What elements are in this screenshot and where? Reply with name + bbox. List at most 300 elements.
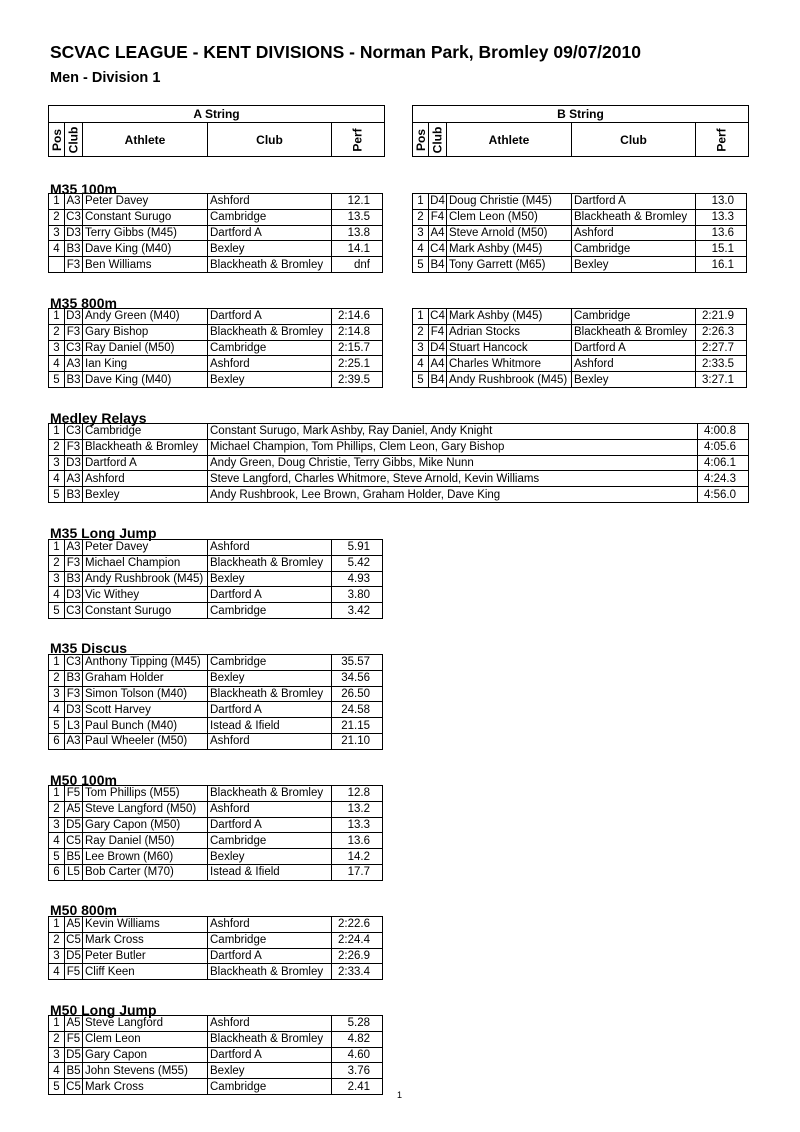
club-cell: Cambridge	[208, 603, 332, 619]
table-row	[49, 849, 383, 865]
club-cell: Ashford	[208, 917, 332, 933]
club-code-cell: L5	[65, 864, 83, 880]
performance-cell: 34.56	[332, 670, 383, 686]
team-cell: Dartford A	[83, 455, 208, 471]
athlete-cell: Peter Davey	[83, 540, 208, 556]
position-cell: 6	[49, 864, 65, 880]
club-cell: Ashford	[208, 194, 332, 210]
table-row	[49, 1031, 383, 1047]
position-cell: 5	[49, 372, 65, 388]
page-number: 1	[397, 1090, 403, 1100]
table-row	[49, 733, 383, 749]
results-table	[48, 308, 383, 388]
table-row	[49, 801, 383, 817]
performance-cell: 5.28	[332, 1016, 383, 1032]
table-row	[49, 571, 383, 587]
club-code-header: Club	[66, 126, 81, 154]
club-code-cell: C3	[66, 656, 81, 669]
table-row	[413, 209, 747, 225]
position-cell: 2	[49, 670, 65, 686]
performance-cell: 26.50	[332, 686, 383, 702]
athlete-cell: Gary Capon	[83, 1047, 208, 1063]
performance-cell: 4:56.0	[698, 487, 749, 503]
table-row	[49, 225, 383, 241]
club-cell: Cambridge	[572, 309, 696, 325]
performance-cell: 15.1	[696, 241, 747, 257]
table-row	[49, 455, 749, 471]
position-cell: 1	[49, 786, 65, 802]
pos-header: Pos	[49, 128, 64, 152]
club-code-cell: C4	[430, 242, 445, 255]
club-cell: Bexley	[208, 670, 332, 686]
table-row	[413, 372, 747, 388]
performance-cell: 3.80	[332, 587, 383, 603]
b-string-title: B String	[413, 106, 748, 123]
club-cell: Ashford	[572, 356, 696, 372]
position-cell: 4	[49, 964, 65, 980]
performance-cell: 2:26.9	[332, 948, 383, 964]
table-row	[49, 1063, 383, 1079]
position-cell: 1	[49, 309, 65, 325]
table-row	[49, 424, 749, 440]
position-cell: 4	[413, 356, 429, 372]
runners-cell: Constant Surugo, Mark Ashby, Ray Daniel, Andy Knight	[208, 424, 698, 440]
performance-cell: 16.1	[696, 257, 747, 273]
table-row	[413, 241, 747, 257]
performance-cell: 13.3	[332, 817, 383, 833]
position-cell: 5	[49, 603, 65, 619]
club-cell: Dartford A	[572, 194, 696, 210]
athlete-cell: Ben Williams	[83, 257, 208, 273]
club-code-cell: F4	[429, 324, 447, 340]
table-row	[49, 340, 383, 356]
club-code-cell: A4	[430, 357, 445, 370]
table-row	[49, 555, 383, 571]
athlete-cell: Charles Whitmore	[447, 356, 572, 372]
club-code-cell: D5	[66, 1048, 81, 1061]
club-cell: Bexley	[572, 257, 696, 273]
club-cell: Cambridge	[208, 1079, 332, 1095]
table-row	[49, 817, 383, 833]
team-cell: Cambridge	[83, 424, 208, 440]
athlete-header: Athlete	[447, 123, 572, 157]
club-code-cell: B5	[66, 850, 81, 863]
position-cell: 3	[49, 571, 65, 587]
club-cell: Ashford	[208, 356, 332, 372]
athlete-cell: Ian King	[83, 356, 208, 372]
club-cell: Blackheath & Bromley	[208, 1031, 332, 1047]
athlete-cell: Mark Cross	[83, 1079, 208, 1095]
club-code-cell: C5	[66, 1080, 81, 1093]
club-cell: Dartford A	[208, 1047, 332, 1063]
club-cell: Ashford	[572, 225, 696, 241]
club-cell: Bexley	[208, 1063, 332, 1079]
club-code-cell: A3	[66, 735, 81, 748]
performance-cell: 4:05.6	[698, 439, 749, 455]
athlete-cell: Terry Gibbs (M45)	[83, 225, 208, 241]
performance-cell: 24.58	[332, 702, 383, 718]
position-cell: 3	[49, 455, 65, 471]
athlete-cell: Graham Holder	[83, 670, 208, 686]
athlete-cell: Peter Davey	[83, 194, 208, 210]
club-code-header: Club	[430, 126, 445, 154]
athlete-cell: Gary Capon (M50)	[83, 817, 208, 833]
results-table	[48, 539, 383, 619]
club-code-cell: D4	[430, 341, 445, 354]
club-code-cell: F3	[65, 257, 83, 273]
club-cell: Dartford A	[572, 340, 696, 356]
club-code-cell: A3	[66, 357, 81, 370]
club-cell: Blackheath & Bromley	[208, 964, 332, 980]
club-code-cell: C5	[66, 934, 81, 947]
athlete-cell: Lee Brown (M60)	[83, 849, 208, 865]
results-table	[48, 916, 383, 980]
position-cell: 3	[413, 340, 429, 356]
results-table	[412, 193, 747, 273]
table-row	[49, 372, 383, 388]
results-table	[48, 654, 383, 750]
a-string-header	[48, 105, 385, 157]
club-code-cell: F3	[65, 555, 83, 571]
club-code-cell: A5	[66, 803, 81, 816]
position-cell: 5	[49, 1079, 65, 1095]
position-cell: 3	[49, 817, 65, 833]
performance-cell: dnf	[332, 257, 383, 273]
performance-cell: 3.76	[332, 1063, 383, 1079]
club-code-cell: D5	[66, 949, 81, 962]
club-code-cell: D4	[430, 195, 445, 208]
position-cell: 3	[49, 686, 65, 702]
athlete-cell: Constant Surugo	[83, 209, 208, 225]
a-string-title: A String	[49, 106, 384, 123]
club-cell: Ashford	[208, 733, 332, 749]
position-cell: 4	[49, 587, 65, 603]
table-row	[49, 241, 383, 257]
club-code-cell: F3	[65, 324, 83, 340]
position-cell: 3	[49, 1047, 65, 1063]
table-row	[49, 686, 383, 702]
performance-cell: 13.2	[332, 801, 383, 817]
table-row	[49, 1047, 383, 1063]
division-subtitle: Men - Division 1	[50, 70, 161, 86]
position-cell: 4	[413, 241, 429, 257]
club-cell: Ashford	[208, 801, 332, 817]
table-row	[49, 194, 383, 210]
athlete-cell: Kevin Williams	[83, 917, 208, 933]
club-code-cell: L3	[65, 718, 83, 734]
performance-cell: 4:00.8	[698, 424, 749, 440]
table-row	[49, 209, 383, 225]
position-cell: 2	[49, 439, 65, 455]
table-row	[49, 932, 383, 948]
performance-cell: 21.15	[332, 718, 383, 734]
table-row	[49, 603, 383, 619]
table-row	[413, 309, 747, 325]
club-cell: Dartford A	[208, 817, 332, 833]
performance-cell: 5.42	[332, 555, 383, 571]
table-row	[49, 540, 383, 556]
table-row	[413, 225, 747, 241]
club-code-cell: C5	[66, 834, 81, 847]
club-code-cell: F3	[65, 686, 83, 702]
event-title: M50 100m	[50, 772, 117, 788]
club-code-cell: A3	[66, 472, 81, 485]
club-code-cell: F5	[65, 1031, 83, 1047]
club-code-cell: B5	[66, 1064, 81, 1077]
athlete-cell: Cliff Keen	[83, 964, 208, 980]
position-cell: 5	[413, 372, 429, 388]
runners-cell: Andy Green, Doug Christie, Terry Gibbs, Mike Nunn	[208, 455, 698, 471]
results-table	[412, 308, 747, 388]
table-row	[413, 324, 747, 340]
position-cell: 1	[49, 1016, 65, 1032]
club-cell: Dartford A	[208, 702, 332, 718]
position-cell: 6	[49, 733, 65, 749]
team-cell: Ashford	[83, 471, 208, 487]
table-row	[413, 194, 747, 210]
club-cell: Blackheath & Bromley	[208, 257, 332, 273]
position-cell: 2	[49, 209, 65, 225]
club-code-cell: D3	[66, 588, 81, 601]
club-cell: Ashford	[208, 540, 332, 556]
athlete-cell: Steve Arnold (M50)	[447, 225, 572, 241]
position-cell: 1	[49, 194, 65, 210]
athlete-cell: Dave King (M40)	[83, 372, 208, 388]
results-table	[48, 193, 383, 273]
club-cell: Bexley	[572, 372, 696, 388]
performance-cell: 2:39.5	[332, 372, 383, 388]
club-cell: Blackheath & Bromley	[572, 324, 696, 340]
performance-cell: 2:15.7	[332, 340, 383, 356]
club-cell: Istead & Ifield	[208, 864, 332, 880]
position-cell: 4	[49, 833, 65, 849]
results-table	[48, 785, 383, 881]
athlete-cell: Vic Withey	[83, 587, 208, 603]
performance-cell: 13.0	[696, 194, 747, 210]
event-title: M35 Discus	[50, 640, 128, 656]
performance-cell: 3:27.1	[696, 372, 747, 388]
performance-cell: 35.57	[332, 655, 383, 671]
athlete-cell: Ray Daniel (M50)	[83, 340, 208, 356]
club-cell: Bexley	[208, 849, 332, 865]
club-code-cell: B4	[430, 258, 445, 271]
club-cell: Dartford A	[208, 587, 332, 603]
position-cell: 4	[49, 702, 65, 718]
perf-header: Perf	[714, 128, 729, 152]
performance-cell: 4.60	[332, 1047, 383, 1063]
club-code-cell: F3	[65, 439, 83, 455]
club-cell: Cambridge	[208, 833, 332, 849]
club-cell: Bexley	[208, 372, 332, 388]
results-table	[48, 1015, 383, 1095]
club-cell: Blackheath & Bromley	[572, 209, 696, 225]
performance-cell: 4:06.1	[698, 455, 749, 471]
performance-cell: 13.8	[332, 225, 383, 241]
table-row	[49, 439, 749, 455]
performance-cell: 2:33.4	[332, 964, 383, 980]
athlete-cell: Scott Harvey	[83, 702, 208, 718]
position-cell: 1	[413, 309, 429, 325]
position-cell: 5	[413, 257, 429, 273]
club-code-cell: A5	[66, 918, 81, 931]
performance-cell: 2:26.3	[696, 324, 747, 340]
position-cell	[49, 257, 65, 273]
performance-cell: 4:24.3	[698, 471, 749, 487]
event-title: M35 800m	[50, 295, 117, 311]
performance-cell: 13.5	[332, 209, 383, 225]
club-code-cell: D3	[66, 456, 81, 469]
table-row	[413, 356, 747, 372]
club-cell: Blackheath & Bromley	[208, 786, 332, 802]
position-cell: 2	[49, 324, 65, 340]
position-cell: 4	[49, 471, 65, 487]
performance-cell: 4.82	[332, 1031, 383, 1047]
athlete-cell: Simon Tolson (M40)	[83, 686, 208, 702]
athlete-cell: Peter Butler	[83, 948, 208, 964]
position-cell: 4	[49, 1063, 65, 1079]
event-title: M35 100m	[50, 181, 117, 197]
performance-cell: 12.8	[332, 786, 383, 802]
athlete-cell: Constant Surugo	[83, 603, 208, 619]
runners-cell: Steve Langford, Charles Whitmore, Steve Arnold, Kevin Williams	[208, 471, 698, 487]
athlete-cell: Anthony Tipping (M45)	[83, 655, 208, 671]
event-title: Medley Relays	[50, 410, 147, 426]
club-code-cell: F5	[65, 964, 83, 980]
event-title: M35 Long Jump	[50, 525, 157, 541]
table-row	[49, 471, 749, 487]
table-row	[49, 833, 383, 849]
club-cell: Ashford	[208, 1016, 332, 1032]
club-cell: Cambridge	[208, 655, 332, 671]
table-row	[49, 257, 383, 273]
club-code-cell: D3	[66, 310, 81, 323]
athlete-cell: Adrian Stocks	[447, 324, 572, 340]
performance-cell: 14.2	[332, 849, 383, 865]
athlete-cell: Doug Christie (M45)	[447, 194, 572, 210]
position-cell: 3	[49, 225, 65, 241]
performance-cell: 2:33.5	[696, 356, 747, 372]
performance-cell: 2:14.8	[332, 324, 383, 340]
club-code-cell: D5	[66, 818, 81, 831]
athlete-cell: Clem Leon (M50)	[447, 209, 572, 225]
club-code-cell: B3	[66, 672, 81, 685]
athlete-cell: Stuart Hancock	[447, 340, 572, 356]
position-cell: 2	[49, 801, 65, 817]
club-code-cell: B4	[430, 373, 445, 386]
athlete-cell: Gary Bishop	[83, 324, 208, 340]
club-code-cell: C3	[66, 341, 81, 354]
team-cell: Blackheath & Bromley	[83, 439, 208, 455]
results-table	[48, 423, 749, 503]
club-cell: Blackheath & Bromley	[208, 324, 332, 340]
runners-cell: Andy Rushbrook, Lee Brown, Graham Holder, Dave King	[208, 487, 698, 503]
club-code-cell: C3	[66, 425, 81, 438]
athlete-cell: Mark Ashby (M45)	[447, 309, 572, 325]
athlete-cell: Tom Phillips (M55)	[83, 786, 208, 802]
position-cell: 4	[49, 241, 65, 257]
table-row	[49, 1016, 383, 1032]
performance-cell: 4.93	[332, 571, 383, 587]
club-code-cell: B3	[66, 373, 81, 386]
club-cell: Cambridge	[572, 241, 696, 257]
performance-cell: 2:27.7	[696, 340, 747, 356]
club-cell: Dartford A	[208, 948, 332, 964]
table-row	[49, 655, 383, 671]
performance-cell: 17.7	[332, 864, 383, 880]
page-title: SCVAC LEAGUE - KENT DIVISIONS - Norman Park, Bromley 09/07/2010	[50, 42, 641, 62]
club-cell: Blackheath & Bromley	[208, 686, 332, 702]
position-cell: 2	[413, 324, 429, 340]
club-cell: Cambridge	[208, 209, 332, 225]
club-header: Club	[572, 123, 696, 157]
performance-cell: 2.41	[332, 1079, 383, 1095]
athlete-cell: John Stevens (M55)	[83, 1063, 208, 1079]
event-title: M50 Long Jump	[50, 1002, 157, 1018]
table-row	[49, 864, 383, 880]
athlete-cell: Mark Cross	[83, 932, 208, 948]
club-cell: Cambridge	[208, 932, 332, 948]
club-code-cell: D3	[66, 703, 81, 716]
club-code-cell: D3	[66, 226, 81, 239]
table-row	[49, 309, 383, 325]
position-cell: 1	[49, 424, 65, 440]
position-cell: 5	[49, 487, 65, 503]
b-string-header	[412, 105, 749, 157]
athlete-cell: Paul Bunch (M40)	[83, 718, 208, 734]
athlete-cell: Steve Langford	[83, 1016, 208, 1032]
club-cell: Bexley	[208, 241, 332, 257]
table-row	[49, 964, 383, 980]
club-code-cell: C3	[66, 211, 81, 224]
position-cell: 5	[49, 849, 65, 865]
table-row	[49, 587, 383, 603]
table-row	[49, 324, 383, 340]
performance-cell: 12.1	[332, 194, 383, 210]
position-cell: 3	[413, 225, 429, 241]
club-code-cell: F5	[65, 786, 83, 802]
athlete-cell: Andy Rushbrook (M45)	[447, 372, 572, 388]
club-cell: Dartford A	[208, 309, 332, 325]
club-code-cell: A5	[66, 1017, 81, 1030]
table-row	[413, 340, 747, 356]
performance-cell: 3.42	[332, 603, 383, 619]
table-row	[49, 948, 383, 964]
performance-cell: 2:21.9	[696, 309, 747, 325]
club-cell: Bexley	[208, 571, 332, 587]
event-title: M50 800m	[50, 902, 117, 918]
club-cell: Dartford A	[208, 225, 332, 241]
athlete-cell: Ray Daniel (M50)	[83, 833, 208, 849]
table-row	[413, 257, 747, 273]
performance-cell: 2:22.6	[332, 917, 383, 933]
performance-cell: 2:14.6	[332, 309, 383, 325]
performance-cell: 13.6	[696, 225, 747, 241]
position-cell: 1	[49, 917, 65, 933]
athlete-header: Athlete	[83, 123, 208, 157]
athlete-cell: Paul Wheeler (M50)	[83, 733, 208, 749]
team-cell: Bexley	[83, 487, 208, 503]
table-row	[49, 1079, 383, 1095]
performance-cell: 2:25.1	[332, 356, 383, 372]
club-code-cell: C3	[66, 604, 81, 617]
performance-cell: 21.10	[332, 733, 383, 749]
position-cell: 1	[49, 655, 65, 671]
club-code-cell: F4	[429, 209, 447, 225]
club-header: Club	[208, 123, 332, 157]
pos-header: Pos	[413, 128, 428, 152]
runners-cell: Michael Champion, Tom Phillips, Clem Leon, Gary Bishop	[208, 439, 698, 455]
performance-cell: 13.3	[696, 209, 747, 225]
